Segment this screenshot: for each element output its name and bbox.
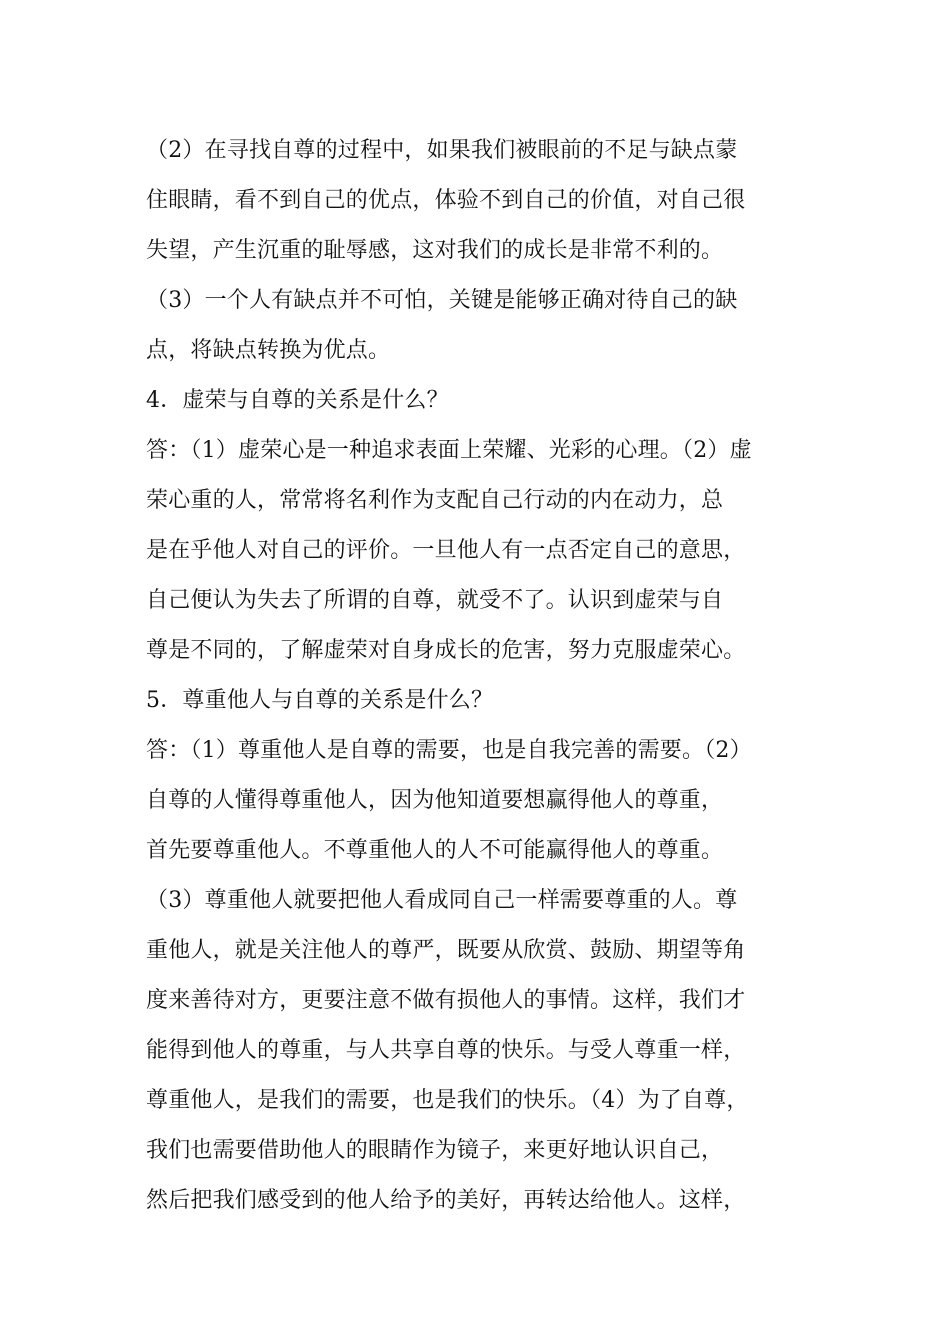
text-line: 能得到他人的尊重，与人共享自尊的快乐。与受人尊重一样，	[146, 1038, 746, 1063]
text-line: 尊重他人，是我们的需要，也是我们的快乐。（4）为了自尊，	[146, 1088, 749, 1113]
text-line: 重他人，就是关注他人的尊严，既要从欣赏、鼓励、期望等角	[146, 938, 746, 963]
text-line: 我们也需要借助他人的眼睛作为镜子，来更好地认识自己，	[146, 1138, 724, 1163]
document-body	[146, 126, 826, 1226]
text-line: （2）在寻找自尊的过程中，如果我们被眼前的不足与缺点蒙	[146, 138, 738, 163]
text-line: （3）尊重他人就要把他人看成同自己一样需要尊重的人。尊	[146, 888, 738, 913]
text-line: 点，将缺点转换为优点。	[146, 338, 391, 363]
text-line: 然后把我们感受到的他人给予的美好，再转达给他人。这样，	[146, 1188, 746, 1213]
text-line: 答：（1）虚荣心是一种追求表面上荣耀、光彩的心理。（2）虚	[146, 438, 752, 463]
text-line: 尊是不同的，了解虚荣对自身成长的危害，努力克服虚荣心。	[146, 638, 746, 663]
question-heading: 5．尊重他人与自尊的关系是什么？	[146, 688, 494, 713]
text-line: 答：（1）尊重他人是自尊的需要，也是自我完善的需要。（2）	[146, 738, 752, 763]
text-line: （3）一个人有缺点并不可怕，关键是能够正确对待自己的缺	[146, 288, 738, 313]
text-line: 度来善待对方，更要注意不做有损他人的事情。这样，我们才	[146, 988, 746, 1013]
question-heading: 4．虚荣与自尊的关系是什么？	[146, 388, 449, 413]
text-line: 首先要尊重他人。不尊重他人的人不可能赢得他人的尊重。	[146, 838, 724, 863]
text-line: 住眼睛，看不到自己的优点，体验不到自己的价值，对自己很	[146, 188, 746, 213]
text-line: 是在乎他人对自己的评价。一旦他人有一点否定自己的意思，	[146, 538, 746, 563]
text-line: 荣心重的人，常常将名利作为支配自己行动的内在动力，总	[146, 488, 724, 513]
text-line: 自己便认为失去了所谓的自尊，就受不了。认识到虚荣与自	[146, 588, 724, 613]
text-line: 失望，产生沉重的耻辱感，这对我们的成长是非常不利的。	[146, 238, 724, 263]
text-line: 自尊的人懂得尊重他人，因为他知道要想赢得他人的尊重，	[146, 788, 724, 813]
